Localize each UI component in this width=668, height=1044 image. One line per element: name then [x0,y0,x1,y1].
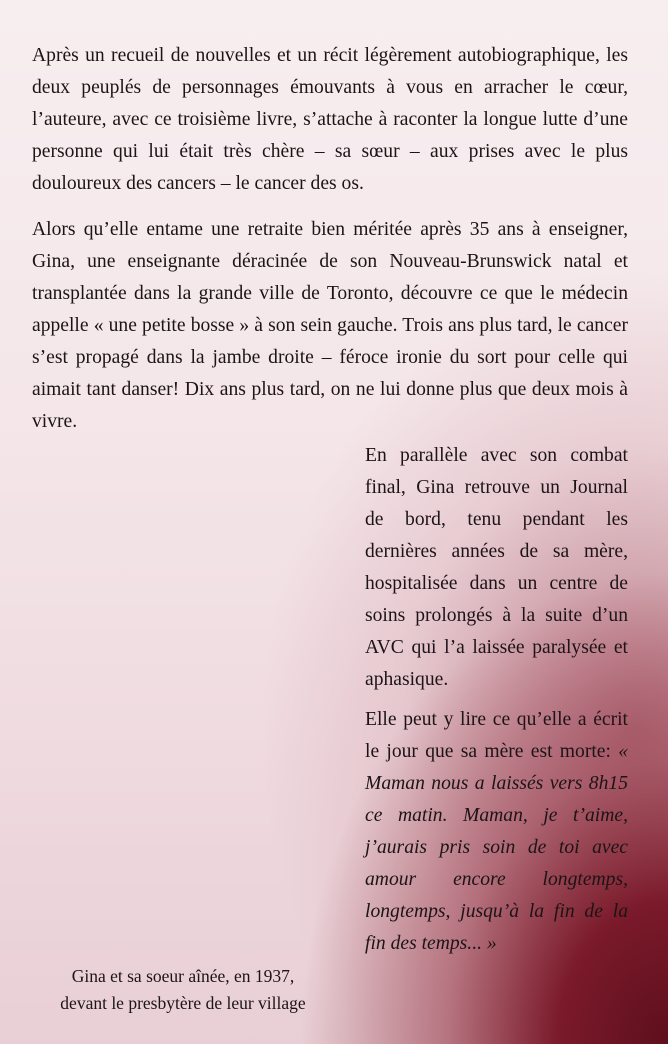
intro-paragraph: Après un recueil de nouvelles et un récit légèrement autobiographique, les deux peuplés de personnages émouvants à vous en arracher le cœur, l’auteure, avec ce troisième livre, s’attache à raconter la longue lutte d’une personne qui lui était très chère – sa sœur – aux prises avec le plus douloureux des cancers – le cancer des os. [32,45,628,194]
two-girls-vintage-photo [18,448,348,948]
vintage-photo [18,448,348,948]
journal-paragraph: En parallèle avec son combat final, Gina retrouve un Journal de bord, tenu pendant les dernières années de sa mère, hospitalisée dans un centre de soins prolongés à la suite d’un AVC qui l’a laissée paralysée et aphasique. [365,445,628,690]
photo-caption [18,963,348,1017]
caption-line-2: devant le presbytère de leur village [60,993,306,1013]
story-paragraph: Alors qu’elle entame une retraite bien méritée après 35 ans à enseigner, Gina, une enseignante déracinée de son Nouveau-Brunswick natal et transplantée dans la grande ville de Toronto, découvre ce que le médecin appelle « une petite bosse » à son sein gauche. Trois ans plus tard, le cancer s’est propagé dans la jambe droite – féroce ironie du sort pour celle qui aimait tant danser! Dix ans plus tard, on ne lui donne plus que deux mois à vivre. [32,219,628,432]
caption-line-1: Gina et sa soeur aînée, en 1937, [71,966,295,986]
quote-paragraph [365,704,628,960]
quote-intro: Elle peut y lire ce qu’elle a écrit le jour que sa mère est morte: [365,709,628,762]
mother-quote: « Maman nous a laissés vers 8h15 ce matin. Maman, je t’aime, j’aurais pris soin de toi avec amour encore longtemps, longtemps, jusqu’à la fin de la fin des temps... » [365,741,628,954]
